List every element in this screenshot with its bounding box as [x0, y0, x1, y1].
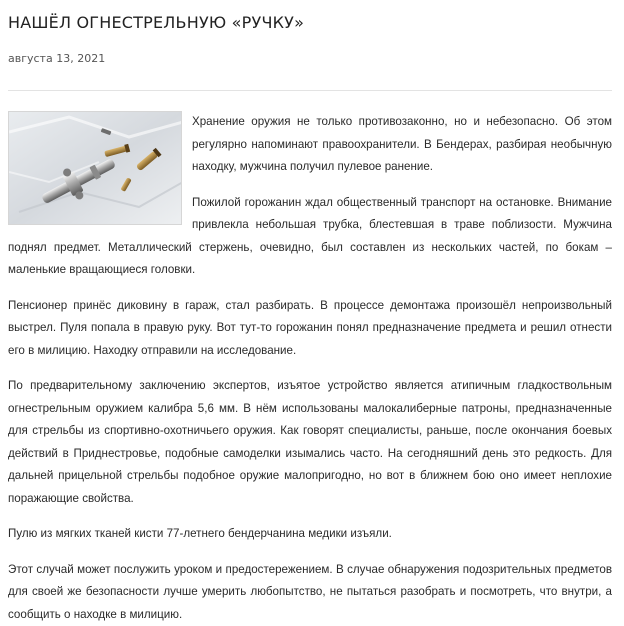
- paragraph: Пожилой горожанин ждал общественный транспорт на остановке. Внимание привлекла небольшая трубка, блестевшая в траве поблизости. Мужчина поднял предмет. Металлический стержень, очевидно, был составлен из нескольких частей, по бокам – маленькие вращающиеся головки.: [8, 192, 612, 282]
- paragraph: Пенсионер принёс диковину в гараж, стал разбирать. В процессе демонтажа произошёл непроизвольный выстрел. Пуля попала в правую руку. Вот тут-то горожанин понял предназначение предмета и решил отнести его в милицию. Находку отправили на исследование.: [8, 295, 612, 363]
- paragraph: Этот случай может послужить уроком и предостережением. В случае обнаружения подозрительных предметов для своей же безопасности лучше умерить любопытство, не пытаться разобрать и посмотреть, что внутри, а сообщить о находке в милицию.: [8, 559, 612, 626]
- article-date: августа 13, 2021: [8, 52, 620, 65]
- divider: [8, 90, 612, 91]
- paragraph: Хранение оружия не только противозаконно, но и небезопасно. Об этом регулярно напоминают правоохранители. В Бендерах, разбирая необычную находку, мужчина получил пулевое ранение.: [8, 111, 612, 179]
- article-title: НАШЁЛ ОГНЕСТРЕЛЬНУЮ «РУЧКУ»: [8, 0, 620, 34]
- paragraph: Пулю из мягких тканей кисти 77-летнего бендерчанина медики изъяли.: [8, 523, 612, 546]
- article-photo: [8, 111, 182, 225]
- paragraph: По предварительному заключению экспертов, изъятое устройство является атипичным гладкоствольным огнестрельным оружием калибра 5,6 мм. В нём использованы малокалиберные патроны, предназначенные для стрельбы из спортивно-охотничьего оружия. Как говорят специалисты, раньше, после окончания боевых действий в Приднестровье, подобные самоделки изымались часто. На сегодняшний день это редкость. Для дальней прицельной стрельбы подобное оружие малопригодно, но вот в ближнем бою оно имеет неплохие поражающие свойства.: [8, 375, 612, 510]
- article-body: [8, 111, 620, 626]
- disassembled-weapon-photo: [9, 112, 182, 225]
